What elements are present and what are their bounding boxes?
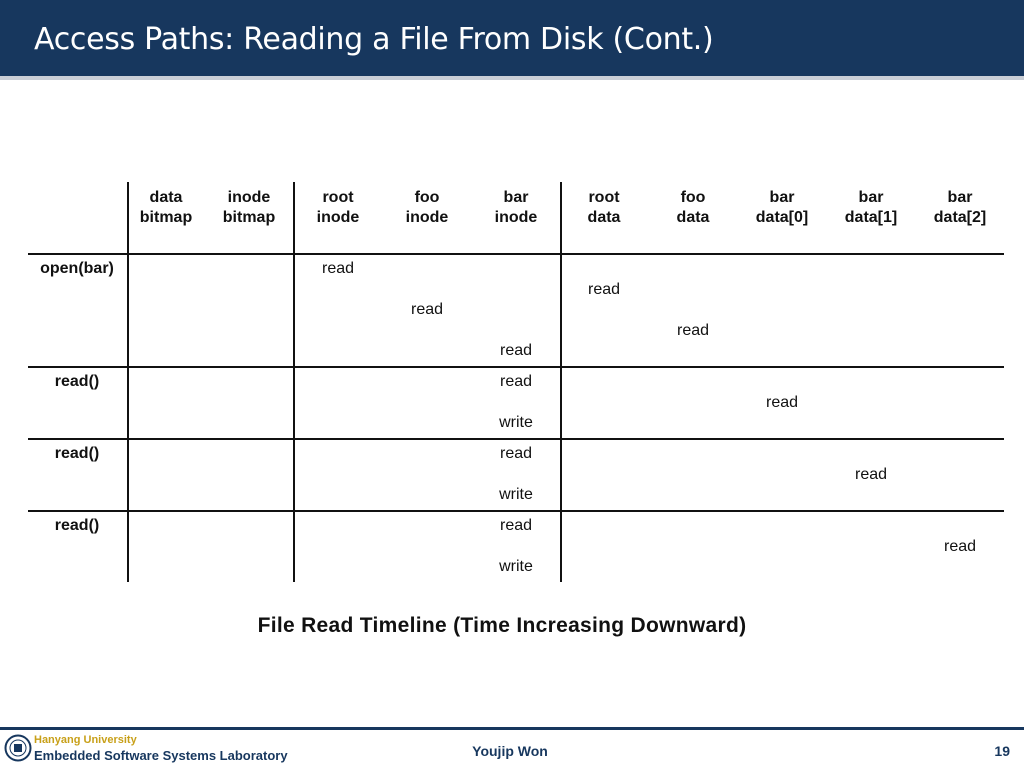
column-group-divider [127,182,129,582]
io-operation: read [765,393,799,411]
column-header: bar [503,189,529,206]
column-header: foo [414,189,440,206]
row-label: open(bar) [40,260,114,277]
footer-lab-name: Embedded Software Systems Laboratory [34,748,288,763]
io-operation: read [499,517,533,534]
io-operation: read [676,321,710,339]
io-operation: read [499,445,533,462]
column-header: data[0] [755,209,809,226]
io-operation: read [499,373,533,390]
footer-author: Youjip Won [472,743,548,759]
column-header: bitmap [222,209,276,226]
column-header: data[2] [933,209,987,226]
table-caption: File Read Timeline (Time Increasing Downward) [257,614,747,637]
io-operation: read [321,260,355,277]
io-operation: read [499,342,533,359]
column-header: data[1] [844,209,898,226]
io-operation: write [499,486,533,503]
page-number: 19 [994,743,1010,759]
column-header: root [588,189,620,206]
io-operation: write [499,414,533,431]
row-label: read() [54,445,100,462]
column-header: bar [858,189,884,206]
column-group-divider [293,182,295,582]
footer-divider [0,727,1024,730]
io-operation: read [854,465,888,483]
slide-title: Access Paths: Reading a File From Disk (Cont.) [34,22,714,57]
footer-university: Hanyang University [34,734,137,746]
column-header: inode [494,209,538,226]
row-label: read() [54,373,100,390]
column-header: data [587,209,621,226]
column-header: data [676,209,710,226]
column-header: inode [405,209,449,226]
column-header: bar [947,189,973,206]
row-label: read() [54,517,100,534]
io-operation: read [410,301,444,318]
column-header: root [322,189,354,206]
column-header: foo [680,189,706,206]
column-header: inode [316,209,360,226]
column-group-divider [560,182,562,582]
column-header: data [149,189,183,206]
column-header: bar [769,189,795,206]
column-header: inode [227,189,271,206]
column-header: bitmap [139,209,193,226]
row-divider [28,510,1004,512]
io-operation: write [499,558,533,575]
io-operation: read [943,537,977,555]
row-divider [28,438,1004,440]
row-divider [28,366,1004,368]
io-operation: read [587,280,621,298]
university-logo-icon [4,734,32,762]
row-divider [28,253,1004,255]
